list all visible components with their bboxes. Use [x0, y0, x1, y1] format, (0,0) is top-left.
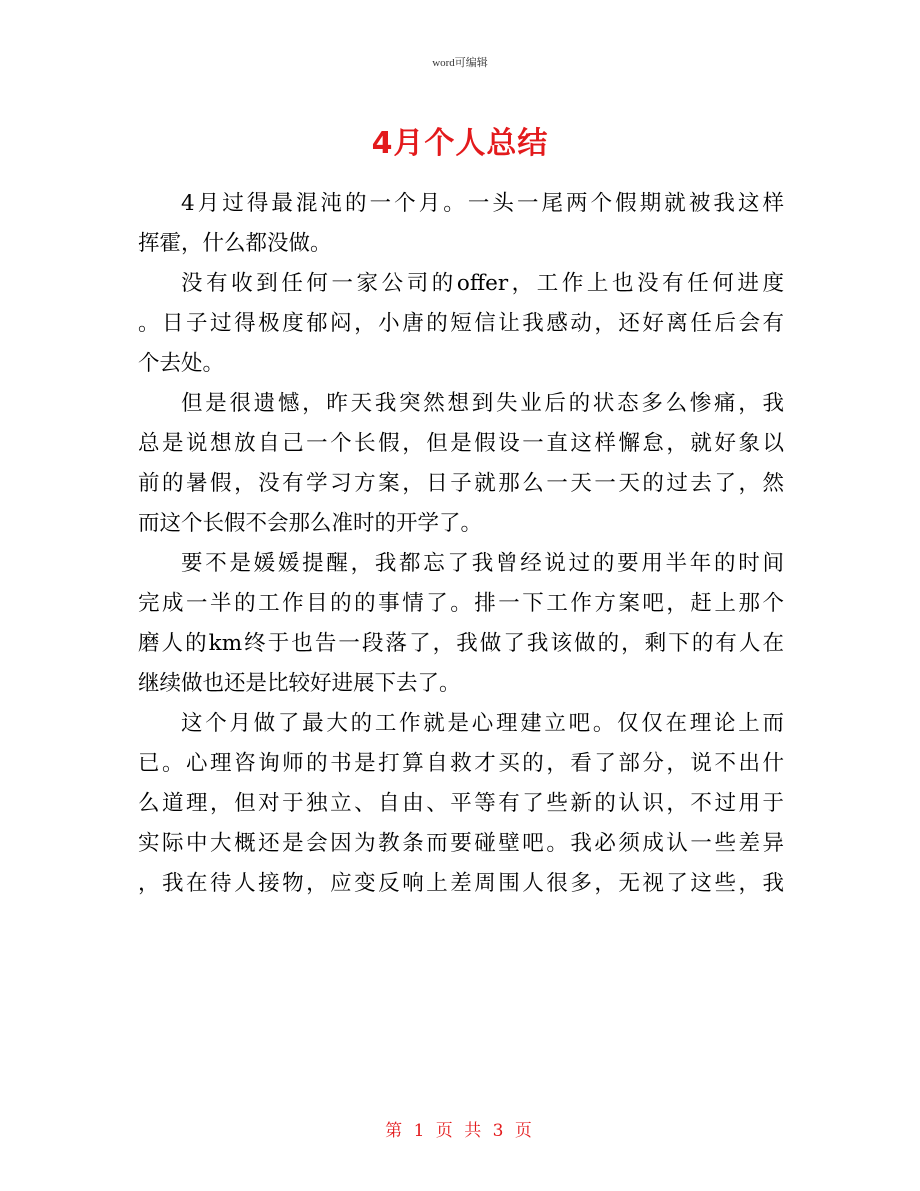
- text-line: 完成一半的工作目的的事情了。排一下工作方案吧，赶上那个: [138, 591, 784, 616]
- document-body: [138, 184, 784, 904]
- text-line: 个去处。: [138, 351, 225, 376]
- text-line: 磨人的km终于也告一段落了，我做了我该做的，剩下的有人在: [138, 631, 784, 656]
- text-line: 继续做也还是比较好进展下去了。: [138, 671, 461, 696]
- text-line: 前的暑假，没有学习方案，日子就那么一天一天的过去了，然: [138, 471, 784, 496]
- text-line: 已。心理咨询师的书是打算自救才买的，看了部分，说不出什: [138, 751, 784, 776]
- text-line: 总是说想放自己一个长假，但是假设一直这样懈怠，就好象以: [138, 431, 784, 456]
- text-line: 但是很遗憾，昨天我突然想到失业后的状态多么惨痛，我: [181, 391, 784, 416]
- text-line: 实际中大概还是会因为教条而要碰壁吧。我必须成认一些差异: [138, 831, 784, 856]
- page-number-footer: 第 1 页 共 3 页: [385, 1121, 535, 1141]
- header-note: word可编辑: [432, 57, 488, 69]
- text-line: ，我在待人接物，应变反响上差周围人很多，无视了这些，我: [138, 871, 784, 896]
- text-line: 么道理，但对于独立、自由、平等有了些新的认识，不过用于: [138, 791, 784, 816]
- text-line: 4月过得最混沌的一个月。一头一尾两个假期就被我这样: [181, 191, 784, 216]
- text-line: 而这个长假不会那么准时的开学了。: [138, 511, 483, 536]
- text-line: 要不是媛媛提醒，我都忘了我曾经说过的要用半年的时间: [181, 551, 784, 576]
- document-title: 4月个人总结: [371, 126, 549, 161]
- text-line: 挥霍，什么都没做。: [138, 231, 332, 256]
- text-line: 。日子过得极度郁闷，小唐的短信让我感动，还好离任后会有: [138, 311, 784, 336]
- text-line: 没有收到任何一家公司的offer，工作上也没有任何进度: [181, 271, 784, 296]
- text-line: 这个月做了最大的工作就是心理建立吧。仅仅在理论上而: [181, 711, 784, 736]
